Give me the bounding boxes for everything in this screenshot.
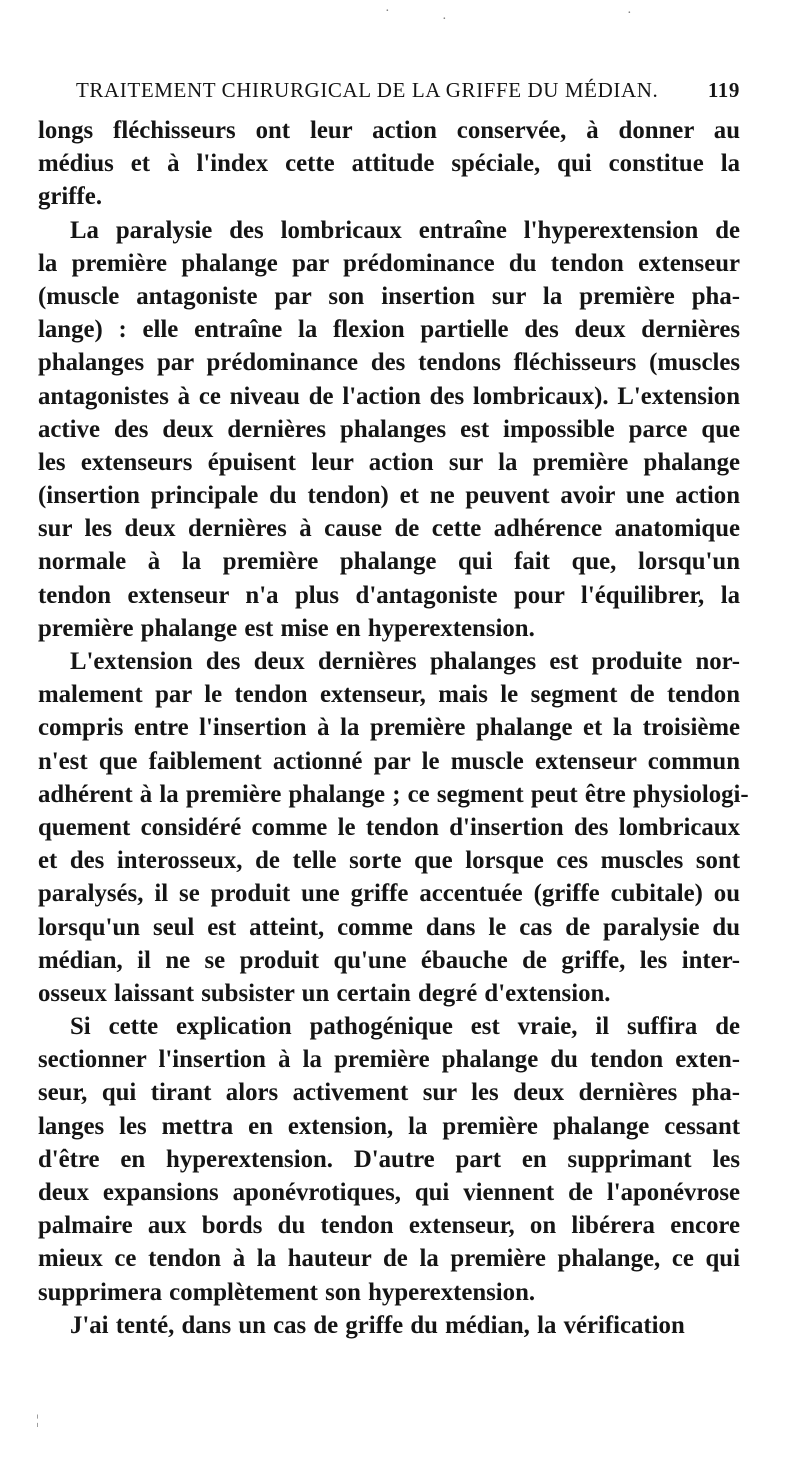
text-line: quement considéré comme le tendon d'insertion des lombricaux [38, 813, 740, 841]
text-line: première phalange est mise en hyperextension. [38, 614, 535, 642]
text-line: la première phalange par prédominance du tendon extenseur [38, 249, 740, 277]
paragraph [38, 645, 749, 1010]
scan-speck: · [385, 4, 390, 19]
text-line: langes les mettra en extension, la première phalange cessant [38, 1112, 740, 1140]
text-line: compris entre l'insertion à la première phalange et la troisième [38, 714, 740, 742]
text-line: n'est que faiblement actionné par le muscle extenseur commun [38, 747, 740, 775]
scan-speck: · [627, 6, 632, 21]
paragraph [38, 1309, 740, 1342]
text-line: antagonistes à ce niveau de l'action des lombricaux). L'extension [38, 382, 740, 410]
text-line: normale à la première phalange qui fait que, lorsqu'un [38, 548, 740, 576]
scan-speck: ¦ [36, 1413, 39, 1428]
body-text [38, 114, 749, 1342]
text-line: griffe. [38, 183, 103, 211]
text-line: seur, qui tirant alors activement sur les deux dernières pha- [38, 1079, 740, 1107]
text-line: active des deux dernières phalanges est impossible parce que [38, 415, 740, 443]
text-line: lorsqu'un seul est atteint, comme dans le cas de paralysie du [38, 913, 740, 941]
text-line: et des interosseux, de telle sorte que lorsque ces muscles sont [38, 847, 740, 875]
text-line: La paralysie des lombricaux entraîne l'hyperextension de [70, 216, 740, 244]
paragraph [38, 214, 740, 645]
running-title: TRAITEMENT CHIRURGICAL DE LA GRIFFE DU MÉDIAN. [76, 78, 659, 102]
page-number: 119 [707, 78, 740, 102]
text-line: sectionner l'insertion à la première phalange du tendon exten- [38, 1046, 740, 1074]
paragraph [38, 1010, 740, 1309]
text-line: tendon extenseur n'a plus d'antagoniste pour l'équilibrer, la [38, 581, 740, 609]
text-line: osseux laissant subsister un certain degré d'extension. [38, 979, 611, 1007]
text-line: supprimera complètement son hyperextension. [38, 1278, 536, 1306]
running-header [60, 74, 740, 106]
text-line: (muscle antagoniste par son insertion sur la première pha- [38, 282, 740, 310]
text-line: d'être en hyperextension. D'autre part en supprimant les [38, 1145, 740, 1173]
text-line: adhérent à la première phalange ; ce segment peut être physiologi- [38, 780, 749, 808]
text-line: lange) : elle entraîne la flexion partielle des deux dernières [38, 316, 740, 344]
text-line: (insertion principale du tendon) et ne peuvent avoir une action [38, 482, 740, 510]
paragraph [38, 114, 740, 214]
text-line: malement par le tendon extenseur, mais le segment de tendon [38, 681, 740, 709]
text-line: mieux ce tendon à la hauteur de la première phalange, ce qui [38, 1245, 740, 1273]
scan-speck: · [442, 12, 447, 27]
text-line: L'extension des deux dernières phalanges est produite nor- [70, 648, 740, 675]
text-line: deux expansions aponévrotiques, qui viennent de l'aponévrose [38, 1179, 740, 1206]
text-line: paralysés, il se produit une griffe accentuée (griffe cubitale) ou [38, 880, 740, 908]
text-line: palmaire aux bords du tendon extenseur, on libérera encore [38, 1212, 740, 1240]
text-line: sur les deux dernières à cause de cette adhérence anatomique [38, 515, 740, 543]
text-line: les extenseurs épuisent leur action sur la première phalange [38, 448, 740, 476]
text-line: longs fléchisseurs ont leur action conservée, à donner au [38, 117, 740, 144]
text-line: phalanges par prédominance des tendons fléchisseurs (muscles [38, 349, 740, 377]
text-line: J'ai tenté, dans un cas de griffe du médian, la vérification [70, 1311, 685, 1339]
text-line: médian, il ne se produit qu'une ébauche de griffe, les inter- [38, 946, 740, 974]
text-line: médius et à l'index cette attitude spéciale, qui constitue la [38, 150, 740, 178]
text-line: Si cette explication pathogénique est vraie, il suffira de [70, 1013, 740, 1041]
